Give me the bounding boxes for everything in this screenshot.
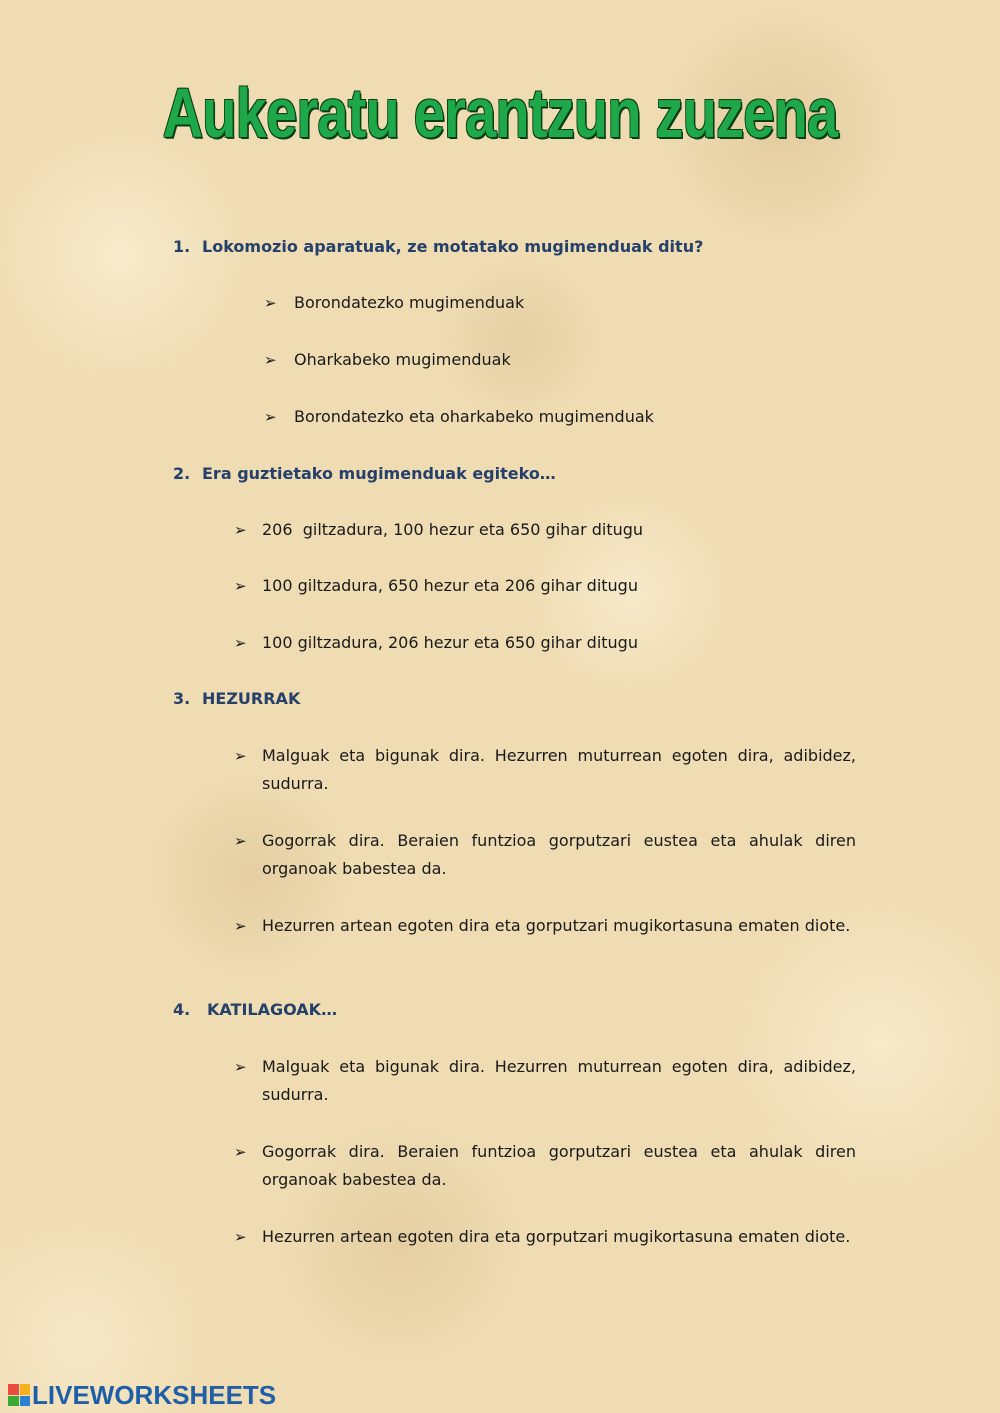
question-text: KATILAGOAK… [207, 1000, 338, 1019]
answer-option[interactable] [234, 1223, 856, 1251]
answer-option[interactable] [264, 289, 864, 317]
answer-option-text: Gogorrak dira. Beraien funtzioa gorputzari eustea eta ahulak diren organoak babestea da. [262, 831, 856, 878]
answer-option[interactable] [264, 346, 864, 374]
answer-option[interactable] [264, 403, 864, 431]
question-number: 4. [173, 1000, 191, 1019]
answer-option[interactable] [234, 912, 856, 940]
arrow-bullet-icon: ➢ [234, 634, 247, 652]
answer-option[interactable] [234, 742, 856, 798]
answer-option-text: Gogorrak dira. Beraien funtzioa gorputzari eustea eta ahulak diren organoak babestea da. [262, 1142, 856, 1189]
question-3 [173, 688, 300, 710]
arrow-bullet-icon: ➢ [264, 351, 277, 369]
page-title: Aukeratu erantzun zuzena [162, 74, 838, 152]
answer-option[interactable] [234, 1053, 856, 1109]
answer-option-text: 206 giltzadura, 100 hezur eta 650 gihar ditugu [262, 520, 644, 539]
arrow-bullet-icon: ➢ [234, 1058, 247, 1076]
answer-option-text: 100 giltzadura, 650 hezur eta 206 gihar ditugu [262, 576, 638, 595]
arrow-bullet-icon: ➢ [234, 832, 247, 850]
arrow-bullet-icon: ➢ [264, 294, 277, 312]
arrow-bullet-icon: ➢ [234, 521, 247, 539]
answer-option-text: Hezurren artean egoten dira eta gorputzari mugikortasuna ematen diote. [262, 916, 851, 935]
brand-name: LIVEWORKSHEETS [32, 1379, 277, 1410]
arrow-bullet-icon: ➢ [234, 1228, 247, 1246]
question-number: 1. [173, 237, 191, 256]
answer-option-text: Malguak eta bigunak dira. Hezurren muturrean egoten dira, adibidez, sudurra. [262, 746, 856, 793]
arrow-bullet-icon: ➢ [234, 1143, 247, 1161]
liveworksheets-grid-icon [8, 1384, 30, 1406]
answer-option-text: Hezurren artean egoten dira eta gorputzari mugikortasuna ematen diote. [262, 1227, 851, 1246]
question-4 [173, 999, 337, 1021]
arrow-bullet-icon: ➢ [234, 577, 247, 595]
arrow-bullet-icon: ➢ [234, 917, 247, 935]
liveworksheets-logo[interactable] [8, 1380, 276, 1410]
question-number: 2. [173, 464, 191, 483]
question-text: Era guztietako mugimenduak egiteko… [202, 464, 556, 483]
question-1 [173, 236, 703, 258]
answer-option[interactable] [234, 827, 856, 883]
question-text: HEZURRAK [202, 689, 301, 708]
answer-option-text: Oharkabeko mugimenduak [294, 350, 511, 369]
arrow-bullet-icon: ➢ [234, 747, 247, 765]
question-2 [173, 463, 556, 485]
answer-option-text: Borondatezko mugimenduak [294, 293, 525, 312]
answer-option[interactable] [234, 629, 856, 657]
arrow-bullet-icon: ➢ [264, 408, 277, 426]
answer-option-text: Borondatezko eta oharkabeko mugimenduak [294, 407, 654, 426]
answer-option[interactable] [234, 1138, 856, 1194]
answer-option[interactable] [234, 572, 856, 600]
question-number: 3. [173, 689, 191, 708]
answer-option[interactable] [234, 516, 856, 544]
answer-option-text: Malguak eta bigunak dira. Hezurren muturrean egoten dira, adibidez, sudurra. [262, 1057, 856, 1104]
question-text: Lokomozio aparatuak, ze motatako mugimenduak ditu? [202, 237, 704, 256]
answer-option-text: 100 giltzadura, 206 hezur eta 650 gihar ditugu [262, 633, 638, 652]
